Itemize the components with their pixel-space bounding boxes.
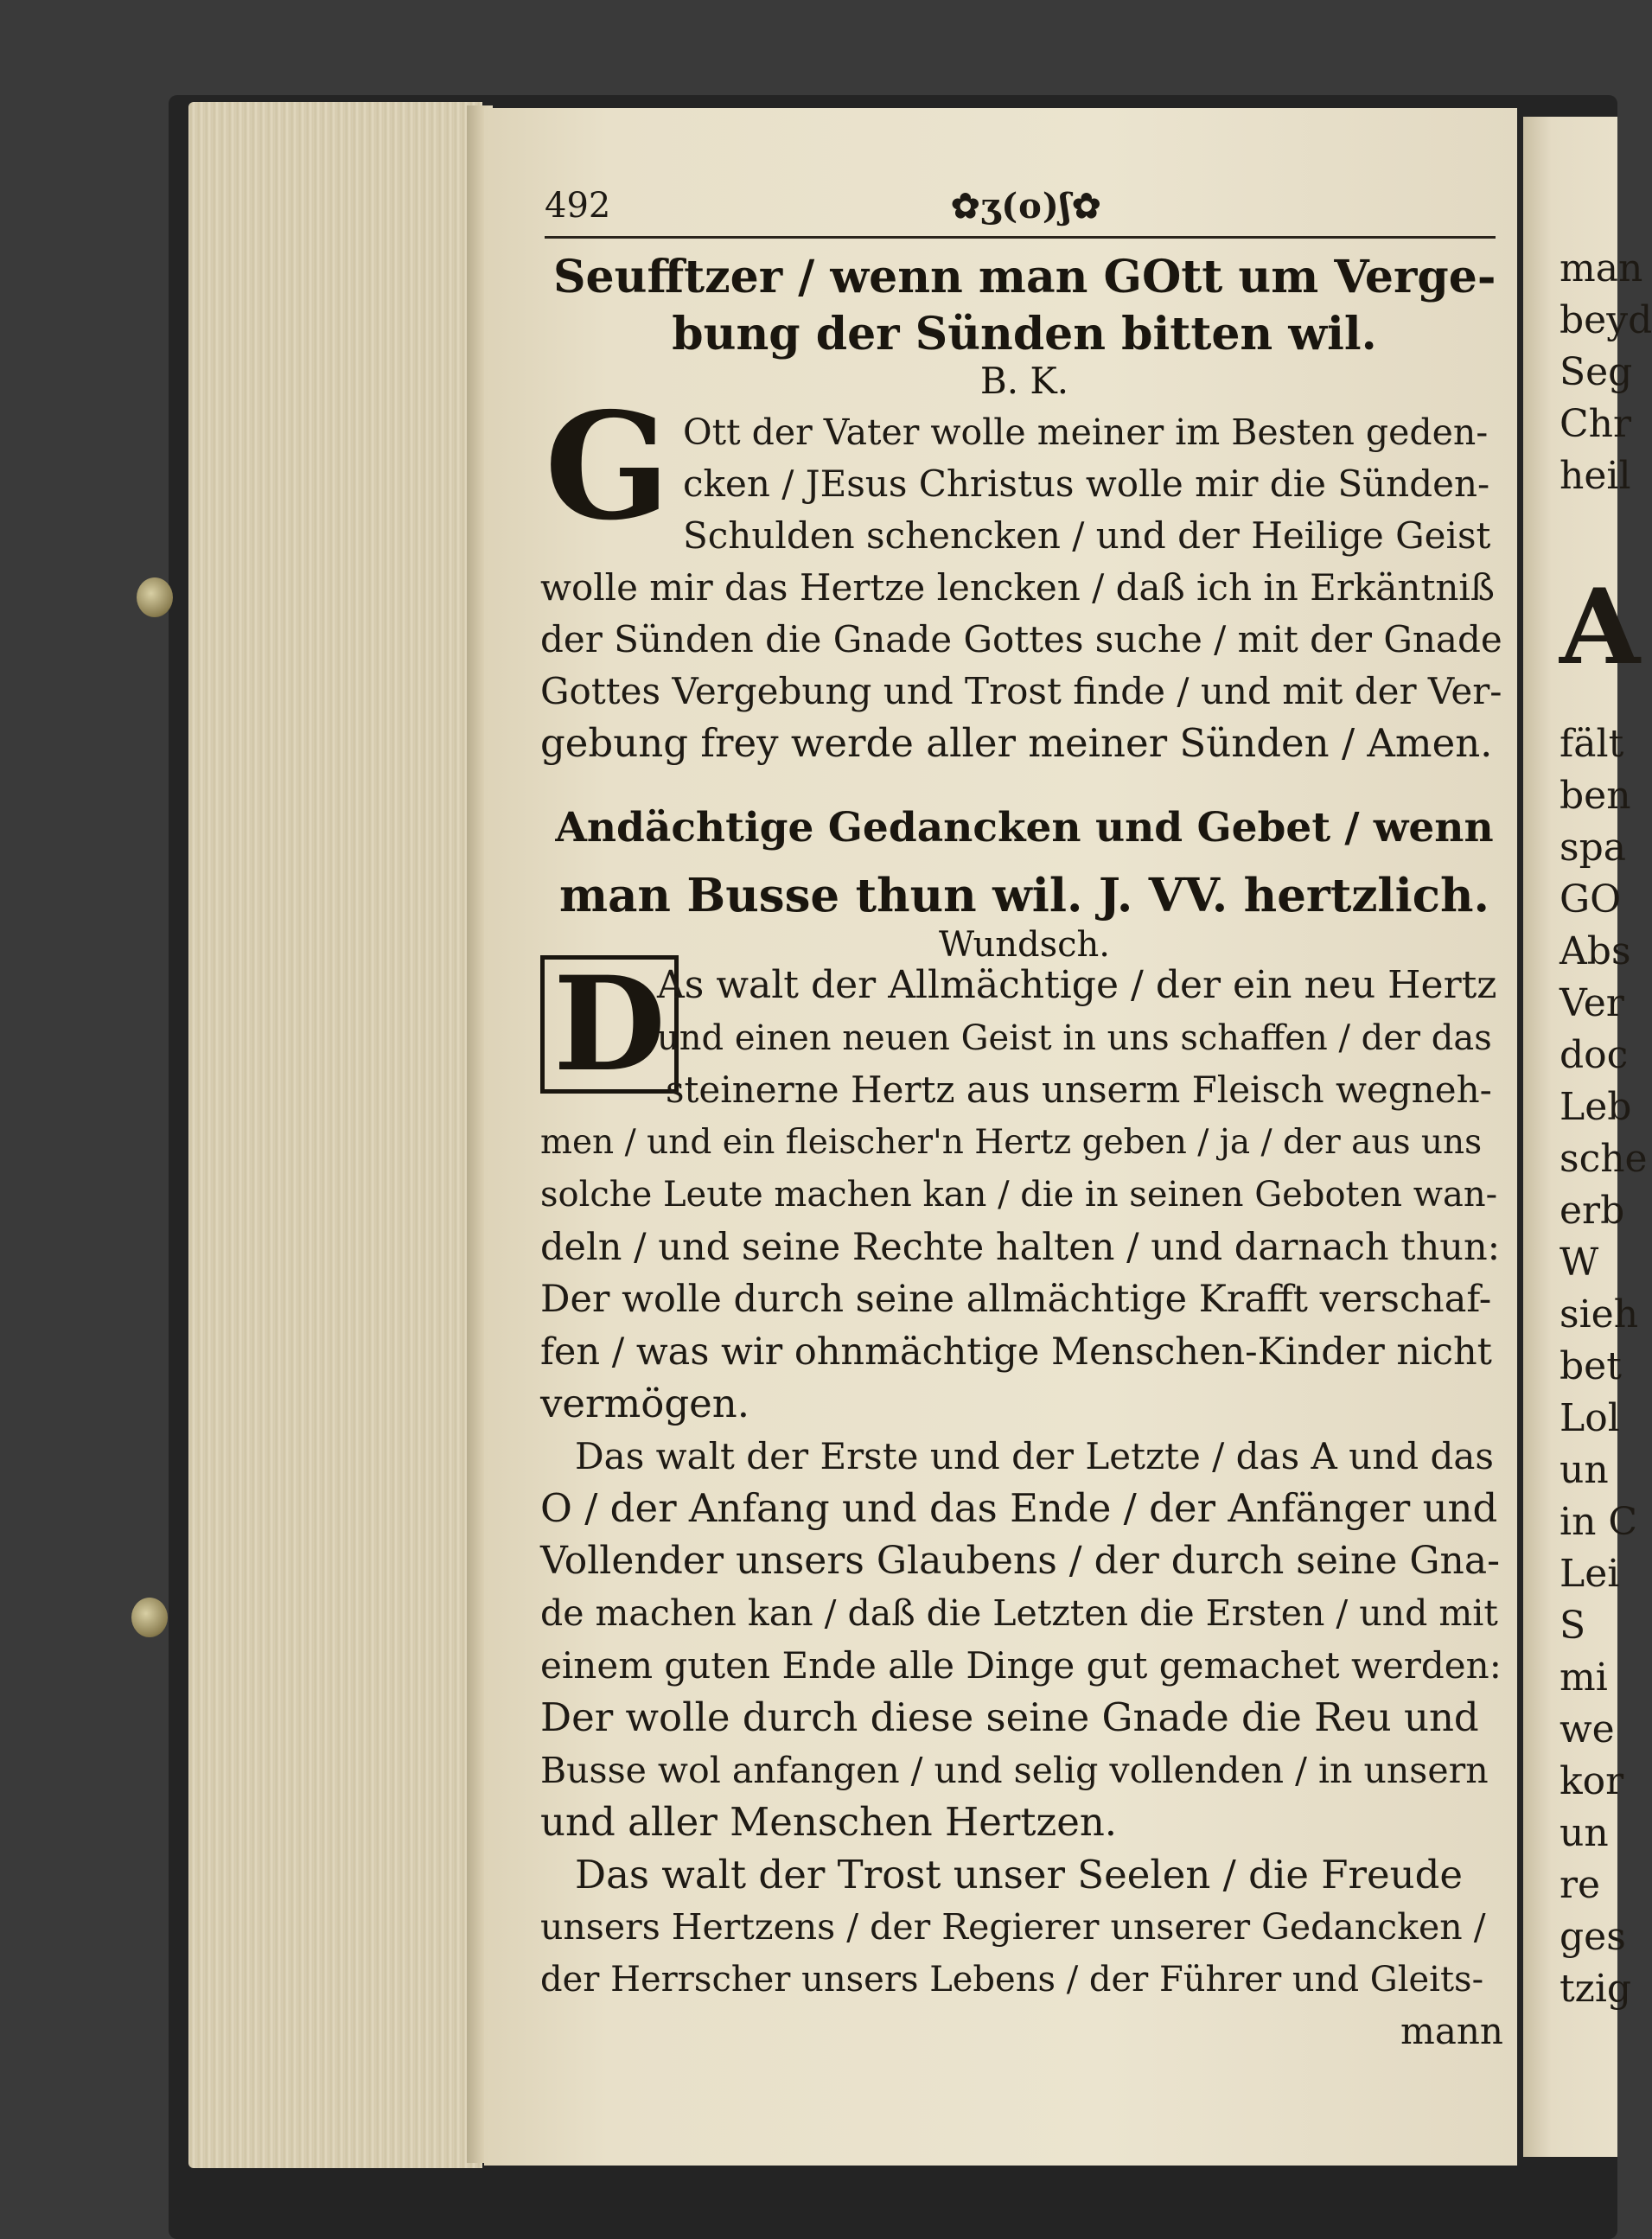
section1-drop-initial: G <box>545 380 671 553</box>
header-rule <box>545 236 1496 239</box>
next-page-fragment: Lei <box>1560 1552 1620 1596</box>
clasp-bottom <box>131 1598 168 1637</box>
section1-text-line: cken / JEsus Christus wolle mir die Sünden- <box>683 462 1490 505</box>
next-page-fragment: sche <box>1560 1137 1648 1181</box>
section2-text-line: de machen kan / daß die Letzten die Ersten / und mit <box>540 1592 1498 1634</box>
next-page-fragment: un <box>1560 1811 1609 1855</box>
next-page-fragment: Abs <box>1560 929 1631 973</box>
section2-title-line1: Andächtige Gedancken und Gebet / wenn <box>555 804 1494 852</box>
section1-title-line1: Seufftzer / wenn man GOtt um Verge- <box>553 251 1496 303</box>
section2-title-line2: man Busse thun wil. J. VV. hertzlich. <box>559 869 1489 922</box>
header-ornament: ✿ʒ(o)ʃ✿ <box>951 186 1102 226</box>
next-page-fragment: kor <box>1560 1759 1624 1803</box>
next-page-fragment: Leb <box>1560 1085 1632 1129</box>
next-page-fragment: Lol <box>1560 1396 1620 1440</box>
next-page-fragment: S <box>1560 1604 1586 1648</box>
section2-text-line: Das walt der Erste und der Letzte / das A und das <box>575 1434 1494 1477</box>
section1-text-line: gebung frey werde aller meiner Sünden / Amen. <box>540 720 1493 766</box>
next-page-fragment: A <box>1560 566 1641 688</box>
next-page-fragment: we <box>1560 1707 1615 1751</box>
section2-text-line: solche Leute machen kan / die in seinen Geboten wan- <box>540 1175 1498 1215</box>
next-page-fragment: GO <box>1560 877 1622 922</box>
next-page-fragment: doc <box>1560 1033 1629 1077</box>
section2-text-line: unsers Hertzens / der Regierer unserer Gedancken / <box>540 1906 1486 1948</box>
clasp-top <box>137 577 173 617</box>
section2-text-line: deln / und seine Rechte halten / und darnach thun: <box>540 1225 1501 1269</box>
section2-text-line: As walt der Allmächtige / der ein neu Hertz <box>657 963 1497 1007</box>
section1-text-line: Ott der Vater wolle meiner im Besten geden- <box>683 411 1489 453</box>
next-page-fragment: Seg <box>1560 350 1633 394</box>
section2-text-line: Der wolle durch diese seine Gnade die Reu und <box>540 1694 1479 1740</box>
section2-author: Wundsch. <box>938 925 1111 965</box>
next-page-fragment: spa <box>1560 826 1626 870</box>
page-edges <box>188 102 482 2168</box>
page-header <box>545 186 1496 238</box>
next-page-fragment: in C <box>1560 1500 1638 1544</box>
next-page-fragment: W <box>1560 1241 1599 1285</box>
section2-text-line: Vollender unsers Glaubens / der durch seine Gna- <box>540 1538 1500 1583</box>
section2-text-line: men / und ein fleischer'n Hertz geben / ja / der aus uns <box>540 1122 1483 1162</box>
section2-text-line: und aller Menschen Hertzen. <box>540 1799 1118 1845</box>
section2-text-line: mann <box>1400 2010 1503 2052</box>
next-page-fragment: un <box>1560 1448 1609 1492</box>
next-page-fragment: ges <box>1560 1915 1626 1959</box>
section2-text-line: vermögen. <box>540 1381 750 1426</box>
next-page-fragment: erb <box>1560 1189 1625 1233</box>
next-page-fragment: ben <box>1560 774 1631 818</box>
section2-text-line: einem guten Ende alle Dinge gut gemachet werden: <box>540 1643 1502 1687</box>
section2-text-line: Das walt der Trost unser Seelen / die Freude <box>575 1851 1464 1898</box>
section1-author: B. K. <box>979 360 1069 402</box>
section2-text-line: fen / was wir ohnmächtige Menschen-Kinder nicht <box>540 1330 1492 1374</box>
section2-text-line: und einen neuen Geist in uns schaffen / der das <box>657 1017 1492 1058</box>
next-page-fragment: fält <box>1560 722 1624 766</box>
next-page-fragment: heil <box>1560 454 1631 498</box>
next-page-fragment: Ver <box>1560 981 1624 1025</box>
page-number: 492 <box>545 186 611 226</box>
next-page-edge <box>1523 117 1652 2157</box>
next-page-fragment: mi <box>1560 1655 1608 1700</box>
section2-text-line: Der wolle durch seine allmächtige Krafft verschaf- <box>540 1278 1492 1321</box>
next-page-fragment: beyd <box>1560 298 1652 342</box>
section1-title-line2: bung der Sünden bitten wil. <box>672 308 1377 360</box>
next-page-fragment: bet <box>1560 1344 1622 1388</box>
next-page-fragment: tzig <box>1560 1967 1632 2011</box>
next-page-fragment: Chr <box>1560 402 1632 446</box>
section2-text-line: steinerne Hertz aus unserm Fleisch wegneh- <box>666 1068 1492 1111</box>
section2-text-line: Busse wol anfangen / und selig vollenden / in unsern <box>540 1749 1489 1791</box>
section1-text-line: der Sünden die Gnade Gottes suche / mit der Gnade <box>540 618 1502 660</box>
section1-text-line: Schulden schencken / und der Heilige Geist <box>683 514 1491 557</box>
section2-text-line: der Herrscher unsers Lebens / der Führer und Gleits- <box>540 1959 1484 2000</box>
section1-text-line: wolle mir das Hertze lencken / daß ich in Erkäntniß <box>540 566 1495 609</box>
next-page-fragment: sieh <box>1560 1292 1639 1336</box>
section1-text-line: Gottes Vergebung und Trost finde / und mit der Ver- <box>540 670 1502 712</box>
section2-drop-initial: D <box>540 955 679 1094</box>
next-page-fragment: re <box>1560 1863 1601 1907</box>
next-page-fragment: man <box>1560 246 1643 290</box>
section2-text-line: O / der Anfang und das Ende / der Anfänger und <box>540 1485 1498 1531</box>
